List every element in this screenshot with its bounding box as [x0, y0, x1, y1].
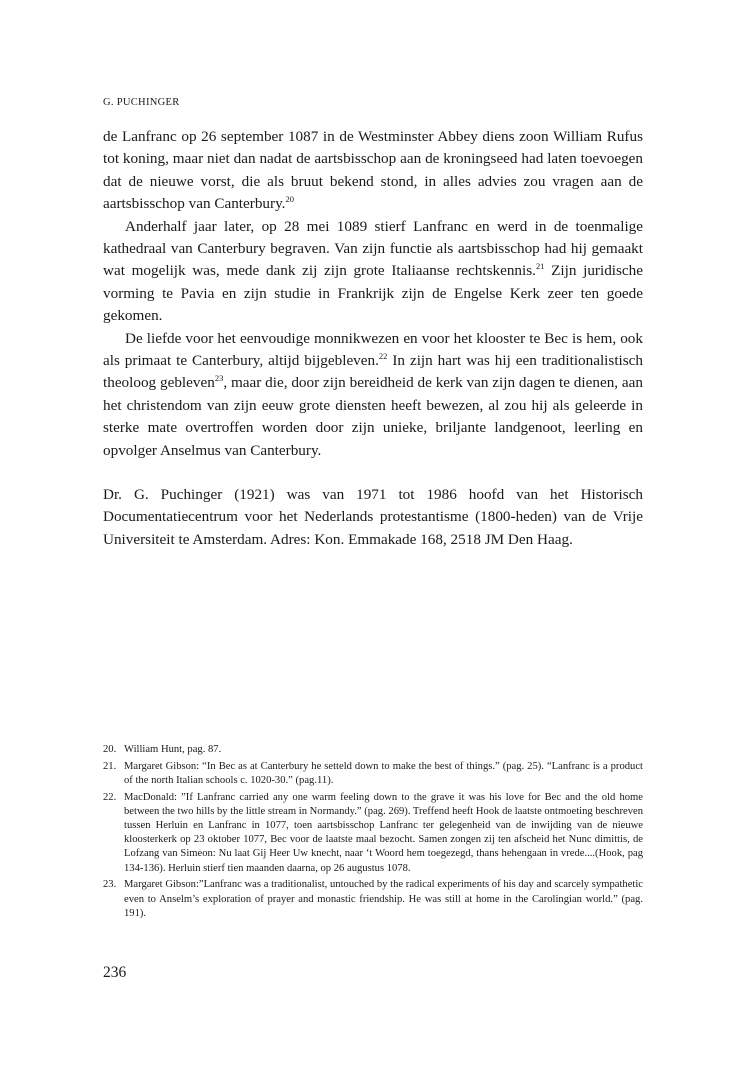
running-head: G. PUCHINGER: [103, 97, 180, 108]
text-segment: de Lanfranc op 26 september 1087 in de Westminster Abbey diens zoon William Rufus tot koning, maar niet dan nadat de aartsbisschop aan de kroningseed had laten toevoegen dat de nieuwe vorst, die als bruut bekend stond, in alles advies zou vragen aan de aartsbisschop van Canterbury.: [103, 128, 643, 213]
page-number: 236: [103, 964, 127, 981]
footnote-text: MacDonald: ”If Lanfranc carried any one warm feeling down to the grave it was his love for Bec and the old home between the two hills by the little stream in Normandy.” (pag. 269). Treffend heeft Hook de laatste ontmoeting beschreven tussen Herluin en Lanfranc in 1077, toen aartsbisschop Lanfranc ter gelegenheid van de inwijding van de nieuwe kloosterkerk op 23 oktober 1077, Bec voor de laatste maal bezocht. Samen zongen zij ten afscheid het Nunc dimittis, de Lofzang van Simeon: Nu laat Gij Heer Uw knecht, naar ‘t Woord hem toegezegd, thans hehengaan in vrede....(Hook, pag 134-136). Herluin stierf tien maanden daarna, op 26 augustus 1078.: [124, 791, 643, 874]
text-segment: , maar die, door zijn bereidheid de kerk van zijn dagen te dienen, aan het christendom van zijn eeuw grote diensten heeft bewezen, al zou hij als geleerde in sterke mate overtroffen worden door zijn unieke, briljante landgenoot, leerling en opvolger Anselmus van Canterbury.: [103, 374, 644, 459]
text-segment: Anderhalf jaar later, op 28 mei 1089 stierf Lanfranc en werd in de toenmalige kathedraal van Canterbury begraven. Van zijn functie als aartsbisschop had hij gemaakt wat mogelijk was, mede dank zij zijn grote Italiaanse rechtskennis.: [103, 217, 643, 280]
footnote: [103, 878, 643, 921]
paragraph-2: [103, 216, 643, 328]
footnotes: [103, 743, 643, 923]
text-segment: In zijn hart was hij een traditionalistisch theoloog gebleven: [103, 352, 644, 392]
footnote-number: 20.: [103, 744, 117, 755]
footnote-ref-23: 23: [214, 373, 224, 384]
footnote-number: 22.: [103, 791, 117, 803]
footnote: [103, 743, 643, 757]
footnote-number: 21.: [103, 760, 117, 772]
footnote-text: Margaret Gibson: “In Bec as at Canterbury he setteld down to make the best of things.” (pag. 25). “Lanfranc is a product of the north Italian schools c. 1020-30.” (pag.11).: [124, 760, 643, 786]
footnote: [103, 791, 643, 876]
text-segment: Zijn juridische vorming te Pavia en zijn studie in Frankrijk zijn de Engelse Kerk zeer ten goede gekomen.: [103, 262, 643, 325]
footnote-number: 23.: [103, 879, 117, 891]
footnote-ref-22: 22: [378, 351, 388, 362]
paragraph-3: [103, 328, 643, 462]
footnote-ref-21: 21: [535, 261, 545, 272]
footnote-text: Margaret Gibson:”Lanfranc was a traditionalist, untouched by the radical experiments of his day and scarcely sympathetic even to Anselm’s exploration of prayer and monastic friendship. He was still at home in the Carolingian world.” (pag. 191).: [124, 879, 643, 919]
footnote: [103, 760, 643, 788]
footnote-text: William Hunt, pag. 87.: [124, 744, 222, 755]
author-bio: Dr. G. Puchinger (1921) was van 1971 tot 1986 hoofd van het Historisch Documentatiecentrum voor het Nederlands protestantisme (1800-heden) van de Vrije Universiteit te Amsterdam. Adres: Kon. Emmakade 168, 2518 JM Den Haag.: [103, 486, 643, 548]
paragraph-1: [103, 126, 643, 216]
body-text: [103, 126, 643, 462]
text-segment: De liefde voor het eenvoudige monnikwezen en voor het klooster te Bec is hem, ook als primaat te Canterbury, altijd bijgebleven.: [103, 329, 643, 370]
footnote-ref-20: 20: [285, 194, 294, 205]
